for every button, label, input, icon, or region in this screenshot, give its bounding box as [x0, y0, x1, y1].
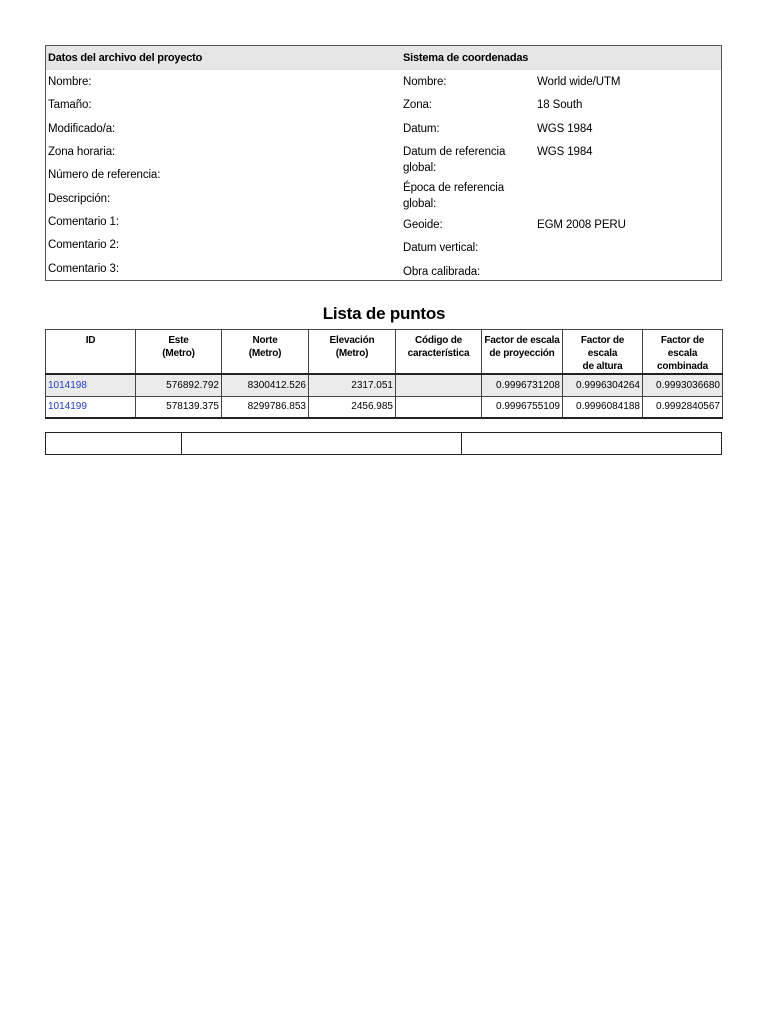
cs-global-datum-line2: global:: [403, 162, 437, 174]
col-header-east-line1: Este: [168, 335, 189, 346]
cs-zone-value: 18 South: [537, 99, 583, 111]
col-header-combined-scale-line2: combinada: [657, 361, 708, 372]
col-header-east-line2: (Metro): [162, 348, 195, 359]
col-header-height-scale-line2: de altura: [582, 361, 623, 372]
elevation-cell: 2456.985: [309, 396, 396, 418]
field-reference-label: Número de referencia:: [48, 169, 161, 181]
field-comment3-label: Comentario 3:: [48, 263, 119, 275]
col-header-north-line1: Norte: [252, 335, 278, 346]
cs-geoid-label: Geoide:: [403, 219, 443, 231]
east-cell: 578139.375: [136, 396, 222, 418]
elevation-cell: 2317.051: [309, 374, 396, 396]
footer-cell-right: [461, 433, 721, 454]
footer-cell-left: [46, 433, 182, 454]
cs-global-datum-line1: Datum de referencia: [403, 146, 506, 158]
cs-zone-label: Zona:: [403, 99, 432, 111]
cs-name-value: World wide/UTM: [537, 76, 621, 88]
cs-global-epoch-line2: global:: [403, 198, 437, 210]
col-header-feature-code: [396, 330, 482, 375]
cs-global-epoch-label: [403, 180, 504, 212]
col-header-north: [222, 330, 309, 375]
field-comment2-label: Comentario 2:: [48, 239, 119, 251]
col-header-projection-scale-line1: Factor de escala: [484, 335, 560, 346]
cs-vertical-datum-label: Datum vertical:: [403, 242, 479, 254]
project-file-header: Datos del archivo del proyecto: [48, 52, 203, 64]
north-cell: 8300412.526: [222, 374, 309, 396]
col-header-combined-scale: [643, 330, 723, 375]
north-cell: 8299786.853: [222, 396, 309, 418]
coordinate-system-header: Sistema de coordenadas: [403, 52, 529, 64]
footer-cell-middle: [181, 433, 462, 454]
cs-calibrated-label: Obra calibrada:: [403, 266, 481, 278]
cs-datum-value: WGS 1984: [537, 123, 593, 135]
footer-box: [45, 432, 722, 455]
points-table: [45, 329, 723, 419]
feature-code-cell: [396, 396, 482, 418]
field-size-label: Tamaño:: [48, 99, 92, 111]
field-description-label: Descripción:: [48, 193, 111, 205]
height-scale-cell: 0.9996304264: [563, 374, 643, 396]
col-header-elevation-line2: (Metro): [335, 348, 369, 359]
col-header-east: [136, 330, 222, 375]
feature-code-cell: [396, 374, 482, 396]
project-info-box: [45, 45, 722, 281]
col-header-projection-scale-line2: de proyección: [489, 348, 555, 359]
col-header-feature-code-line2: característica: [407, 348, 470, 359]
east-cell: 576892.792: [136, 374, 222, 396]
points-list-title: Lista de puntos: [322, 304, 446, 323]
cs-geoid-value: EGM 2008 PERU: [537, 219, 626, 231]
col-header-combined-scale-line1: Factor de escala: [660, 335, 705, 359]
combined-scale-cell: 0.9993036680: [643, 374, 723, 396]
combined-scale-cell: 0.9992840567: [643, 396, 723, 418]
col-header-elevation-line1: Elevación: [329, 335, 375, 346]
cs-global-datum-value: WGS 1984: [537, 146, 593, 158]
table-row: [46, 396, 723, 418]
table-header-row: [46, 330, 723, 375]
field-timezone-label: Zona horaria:: [48, 146, 116, 158]
col-header-height-scale-line1: Factor de escala: [580, 335, 625, 359]
col-header-height-scale: [563, 330, 643, 375]
col-header-id: [46, 330, 136, 375]
cs-global-datum-label: [403, 144, 505, 176]
col-header-north-line2: (Metro): [248, 348, 282, 359]
height-scale-cell: 0.9996084188: [563, 396, 643, 418]
field-name-label: Nombre:: [48, 76, 92, 88]
projection-scale-cell: 0.9996755109: [482, 396, 563, 418]
table-row: [46, 374, 723, 396]
field-modified-label: Modificado/a:: [48, 123, 116, 135]
cs-datum-label: Datum:: [403, 123, 440, 135]
field-comment1-label: Comentario 1:: [48, 216, 119, 228]
info-header: [46, 46, 721, 70]
cs-name-label: Nombre:: [403, 76, 447, 88]
col-header-projection-scale: [482, 330, 563, 375]
col-header-feature-code-line1: Código de: [414, 335, 463, 346]
projection-scale-cell: 0.9996731208: [482, 374, 563, 396]
point-id-link[interactable]: 1014199: [46, 396, 136, 418]
col-header-elevation: [309, 330, 396, 375]
point-id-link[interactable]: 1014198: [46, 374, 136, 396]
cs-global-epoch-line1: Época de referencia: [403, 182, 505, 194]
col-header-id-text: ID: [85, 335, 96, 346]
